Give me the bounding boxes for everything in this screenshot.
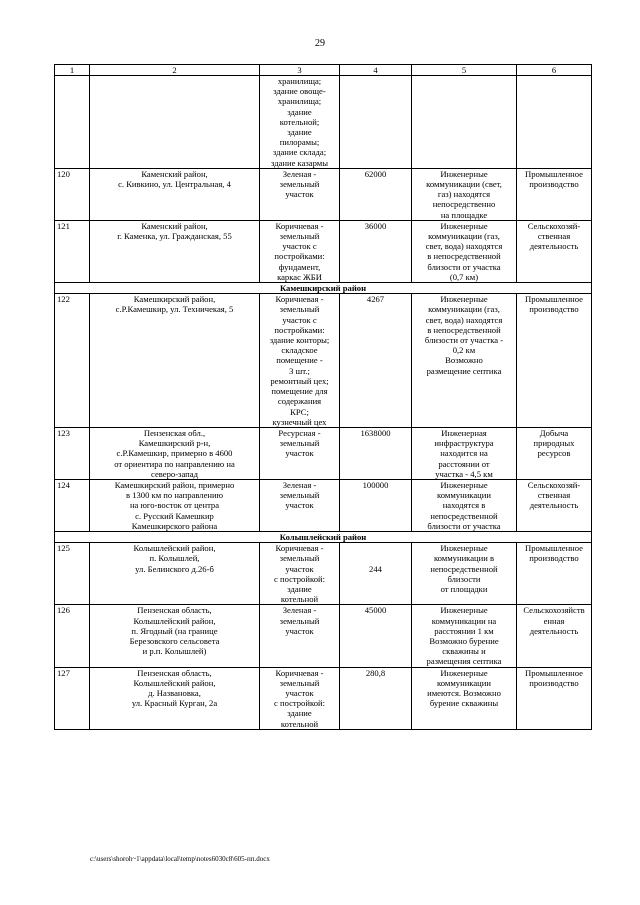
plot-type-cell: Коричневая - земельный участок с постройками: фундамент, каркас ЖБИ [260, 220, 340, 282]
table-row [55, 667, 592, 729]
location-cell: Каменский район, с. Кивкино, ул. Центральная, 4 [90, 168, 260, 220]
row-number: 122 [55, 294, 90, 428]
infrastructure-cell: Инженерные коммуникации на расстоянии 1 км Возможно бурение скважины и размещения септика [412, 605, 517, 667]
infrastructure-cell [412, 76, 517, 169]
area-cell: 1638000 [340, 427, 412, 479]
table-row [55, 479, 592, 531]
row-number: 120 [55, 168, 90, 220]
header-cell-4: 4 [340, 65, 412, 76]
table-row [55, 294, 592, 428]
table-row [55, 220, 592, 282]
header-cell-3: 3 [260, 65, 340, 76]
header-cell-2: 2 [90, 65, 260, 76]
plot-type-cell: Коричневая - земельный участок с постройкой: здание котельной [260, 667, 340, 729]
infrastructure-cell: Инженерные коммуникации в непосредственной близости от площадки [412, 543, 517, 605]
header-cell-6: 6 [517, 65, 592, 76]
row-number: 121 [55, 220, 90, 282]
plot-type-cell: Коричневая - земельный участок с постройкой: здание котельной [260, 543, 340, 605]
section-title: Камешкирский район [55, 283, 592, 294]
infrastructure-cell: Инженерные коммуникации находятся в непосредственной близости от участка [412, 479, 517, 531]
row-number: 123 [55, 427, 90, 479]
header-row [55, 65, 592, 76]
section-row [55, 283, 592, 294]
table-row [55, 168, 592, 220]
table-row [55, 76, 592, 169]
usage-cell: Сельскохозяй- ственная деятельность [517, 479, 592, 531]
area-cell: 36000 [340, 220, 412, 282]
location-cell: Камешкирский район, примерно в 1300 км по направлению на юго-восток от центра с. Русский Камешкир Камешкирского района [90, 479, 260, 531]
plot-type-cell: Ресурсная - земельный участок [260, 427, 340, 479]
location-cell: Пензенская обл., Камешкирский р-н, с.Р.Камешкир, примерно в 4600 от ориентира по направлению на северо-запад [90, 427, 260, 479]
land-plots-table [54, 64, 592, 730]
usage-cell: Промышленное производство [517, 667, 592, 729]
usage-cell: Сельскохозяйств енная деятельность [517, 605, 592, 667]
table-row [55, 427, 592, 479]
location-cell: Пензенская область, Колышлейский район, д. Названовка, ул. Красный Курган, 2а [90, 667, 260, 729]
location-cell [90, 76, 260, 169]
area-cell: 45000 [340, 605, 412, 667]
usage-cell: Промышленное производство [517, 168, 592, 220]
area-cell: 280,8 [340, 667, 412, 729]
area-cell: 100000 [340, 479, 412, 531]
section-row [55, 531, 592, 542]
row-number: 125 [55, 543, 90, 605]
location-cell: Колышлейский район, п. Колышлей, ул. Белинского д.26-б [90, 543, 260, 605]
infrastructure-cell: Инженерные коммуникации (свет, газ) находятся непосредственно на площадке [412, 168, 517, 220]
row-number: 126 [55, 605, 90, 667]
location-cell: Камешкирский район, с.Р.Камешкир, ул. Техничекая, 5 [90, 294, 260, 428]
infrastructure-cell: Инженерные коммуникации (газ, свет, вода) находятся в непосредственной близости от участка (0,7 км) [412, 220, 517, 282]
file-path-footer: c:\users\shoroh~1\appdata\local\temp\notes6030c8\605-пп.docx [90, 855, 270, 863]
area-cell: 4267 [340, 294, 412, 428]
plot-type-cell: Зеленая - земельный участок [260, 479, 340, 531]
plot-type-cell: хранилища; здание овоще- хранилища; здание котельной; здание пилорамы; здание склада; здание казармы [260, 76, 340, 169]
area-cell: 244 [340, 543, 412, 605]
area-cell: 62000 [340, 168, 412, 220]
table-row [55, 605, 592, 667]
location-cell: Пензенская область, Колышлейский район, п. Ягодный (на границе Березовского сельсовета и р.п. Колышлей) [90, 605, 260, 667]
area-cell [340, 76, 412, 169]
usage-cell: Добыча природных ресурсов [517, 427, 592, 479]
location-cell: Каменский район, г. Каменка, ул. Гражданская, 55 [90, 220, 260, 282]
table-row [55, 543, 592, 605]
plot-type-cell: Зеленая - земельный участок [260, 605, 340, 667]
usage-cell: Промышленное производство [517, 543, 592, 605]
infrastructure-cell: Инженерная инфраструктура находится на расстоянии от участка - 4,5 км [412, 427, 517, 479]
table-body [55, 65, 592, 730]
usage-cell: Промышленное производство [517, 294, 592, 428]
infrastructure-cell: Инженерные коммуникации (газ, свет, вода) находятся в непосредственной близости от участка - 0,2 км Возможно размещение септика [412, 294, 517, 428]
infrastructure-cell: Инженерные коммуникации имеются. Возможно бурение скважины [412, 667, 517, 729]
header-cell-5: 5 [412, 65, 517, 76]
usage-cell [517, 76, 592, 169]
header-cell-1: 1 [55, 65, 90, 76]
plot-type-cell: Зеленая - земельный участок [260, 168, 340, 220]
row-number: 127 [55, 667, 90, 729]
plot-type-cell: Коричневая - земельный участок с постройками: здание конторы; складское помещение - 3 шт.; ремонтный цех; помещение для содержания КРС; кузнечный цех [260, 294, 340, 428]
page-number: 29 [315, 38, 325, 49]
usage-cell: Сельскохозяй- ственная деятельность [517, 220, 592, 282]
section-title: Колышлейский район [55, 531, 592, 542]
row-number: 124 [55, 479, 90, 531]
row-number [55, 76, 90, 169]
